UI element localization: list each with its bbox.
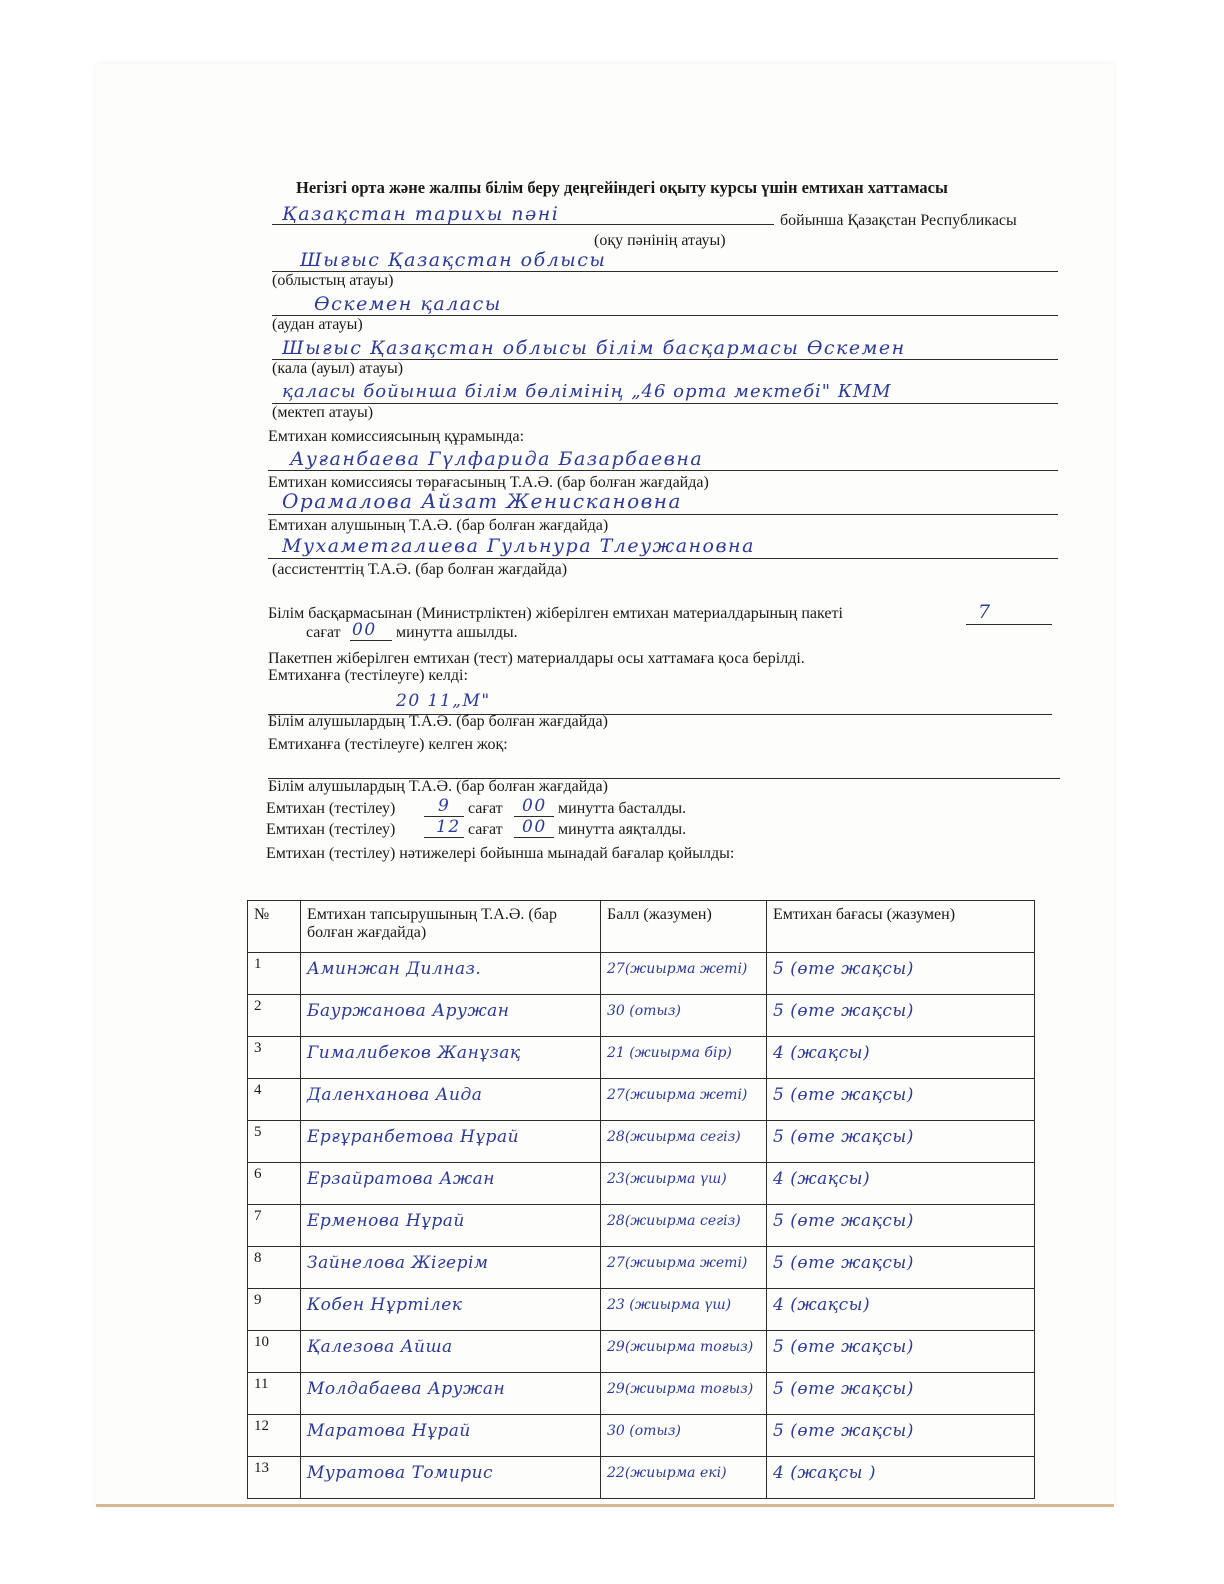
package-opened-text: минутта ашылды.: [396, 624, 518, 641]
table-row: [248, 1079, 1035, 1121]
student-name: Молдабаева Аружан: [301, 1373, 601, 1415]
package-minute: 00: [352, 620, 377, 640]
assistant-handwritten: Мухаметгалиева Гульнура Тлеужановна: [282, 535, 755, 557]
row-number: 8: [248, 1247, 301, 1289]
table-row: [248, 995, 1035, 1037]
district-handwritten: Өскемен қаласы: [314, 293, 502, 315]
absent-caption: Білім алушылардың Т.А.Ә. (бар болған жағдайда): [268, 778, 608, 795]
table-header-row: [248, 901, 1035, 953]
row-number: 4: [248, 1079, 301, 1121]
row-number: 5: [248, 1121, 301, 1163]
student-name: Ерменова Нұрай: [301, 1205, 601, 1247]
student-grade: 4 (жақсы ): [767, 1457, 1035, 1499]
student-grade: 5 (өте жақсы): [767, 1205, 1035, 1247]
student-grade: 5 (өте жақсы): [767, 1079, 1035, 1121]
start-suffix: минутта басталды.: [558, 800, 687, 817]
student-score: 28(жиырма сегіз): [601, 1121, 767, 1163]
examiner-line: [268, 514, 1058, 515]
row-number: 13: [248, 1457, 301, 1499]
table-row: [248, 1373, 1035, 1415]
school-caption: (мектеп атауы): [272, 404, 374, 421]
attended-caption: Білім алушылардың Т.А.Ә. (бар болған жағдайда): [268, 713, 608, 730]
student-score: 27(жиырма жеті): [601, 1079, 767, 1121]
table-row: [248, 1163, 1035, 1205]
table-row: [248, 1331, 1035, 1373]
protocol-title: Негізгі орта және жалпы білім беру деңгейіндегі оқыту курсы үшін емтихан хаттамасы: [296, 178, 948, 197]
results-label: Емтихан (тестілеу) нәтижелері бойынша мынадай бағалар қойылды:: [266, 845, 735, 862]
student-name: Аминжан Дилназ.: [301, 953, 601, 995]
package-hour: 7: [978, 601, 992, 623]
row-number: 12: [248, 1415, 301, 1457]
attended-label: Емтиханға (тестілеуге) келді:: [268, 667, 468, 684]
table-row: [248, 1247, 1035, 1289]
school-line: [272, 403, 1058, 404]
student-score: 29(жиырма тоғыз): [601, 1373, 767, 1415]
student-score: 30 (отыз): [601, 1415, 767, 1457]
student-score: 23 (жиырма үш): [601, 1289, 767, 1331]
student-grade: 5 (өте жақсы): [767, 953, 1035, 995]
end-suffix: минутта аяқталды.: [558, 821, 687, 838]
student-grade: 5 (өте жақсы): [767, 1373, 1035, 1415]
commission-label: Емтихан комиссиясының құрамында:: [268, 428, 525, 445]
student-name: Кобен Нұртілек: [301, 1289, 601, 1331]
end-prefix: Емтихан (тестілеу): [266, 821, 396, 838]
student-score: 27(жиырма жеті): [601, 953, 767, 995]
table-row: [248, 1457, 1035, 1499]
city-caption: (кала (ауыл) атауы): [272, 360, 404, 377]
student-grade: 4 (жақсы): [767, 1289, 1035, 1331]
subject-suffix: бойынша Қазақстан Республикасы: [780, 212, 1017, 229]
city-handwritten: Шығыс Қазақстан облысы білім басқармасы Өскемен: [282, 337, 906, 359]
student-grade: 5 (өте жақсы): [767, 1415, 1035, 1457]
student-grade: 5 (өте жақсы): [767, 1331, 1035, 1373]
student-score: 29(жиырма тоғыз): [601, 1331, 767, 1373]
absent-label: Емтиханға (тестілеуге) келген жоқ:: [268, 736, 508, 753]
end-minute: 00: [522, 817, 547, 837]
header-student-name: Емтихан тапсырушының Т.А.Ә. (бар болған жағдайда): [301, 901, 601, 953]
materials-attached: Пакетпен жіберілген емтихан (тест) материалдары осы хаттамаға қоса берілді.: [268, 650, 805, 667]
row-number: 9: [248, 1289, 301, 1331]
assistant-caption: (ассистенттің Т.А.Ә. (бар болған жағдайда): [272, 561, 568, 578]
start-minute: 00: [522, 796, 547, 816]
start-hour: 9: [438, 796, 451, 816]
row-number: 10: [248, 1331, 301, 1373]
row-number: 7: [248, 1205, 301, 1247]
region-caption: (облыстың атауы): [272, 272, 394, 289]
student-score: 22(жиырма екі): [601, 1457, 767, 1499]
chairman-handwritten: Ауғанбаева Гүлфарида Базарбаевна: [290, 448, 704, 470]
end-hour: 12: [436, 817, 461, 837]
student-name: Бауржанова Аружан: [301, 995, 601, 1037]
row-number: 6: [248, 1163, 301, 1205]
header-grade: Емтихан бағасы (жазумен): [767, 901, 1035, 953]
student-name: Ерзайратова Ажан: [301, 1163, 601, 1205]
student-name: Қалезова Айша: [301, 1331, 601, 1373]
package-sagat-label: сағат: [306, 624, 341, 641]
package-text: Білім басқармасынан (Министрліктен) жіберілген емтихан материалдарының пакеті: [268, 605, 843, 622]
row-number: 3: [248, 1037, 301, 1079]
package-hour-line: [966, 624, 1052, 625]
examiner-caption: Емтихан алушының Т.А.Ә. (бар болған жағдайда): [268, 517, 609, 534]
student-score: 21 (жиырма бір): [601, 1037, 767, 1079]
row-number: 1: [248, 953, 301, 995]
student-grade: 5 (өте жақсы): [767, 1121, 1035, 1163]
student-score: 28(жиырма сегіз): [601, 1205, 767, 1247]
student-name: Зайнелова Жігерім: [301, 1247, 601, 1289]
region-handwritten: Шығыс Қазақстан облысы: [300, 249, 607, 271]
student-score: 27(жиырма жеті): [601, 1247, 767, 1289]
start-prefix: Емтихан (тестілеу): [266, 800, 396, 817]
student-name: Муратова Томирис: [301, 1457, 601, 1499]
header-number: №: [248, 901, 301, 953]
attended-handwritten: 20 11„М": [396, 691, 491, 711]
student-grade: 4 (жақсы): [767, 1037, 1035, 1079]
student-score: 30 (отыз): [601, 995, 767, 1037]
district-line: [272, 315, 1058, 316]
chairman-caption: Емтихан комиссиясы төрағасының Т.А.Ә. (бар болған жағдайда): [268, 474, 709, 491]
table-row: [248, 1289, 1035, 1331]
student-name: Гималибеков Жанұзақ: [301, 1037, 601, 1079]
student-name: Ерғұранбетова Нұрай: [301, 1121, 601, 1163]
student-name: Даленханова Аида: [301, 1079, 601, 1121]
table-row: [248, 1205, 1035, 1247]
chairman-line: [268, 470, 1058, 471]
grades-table: [247, 900, 1035, 1499]
student-name: Маратова Нұрай: [301, 1415, 601, 1457]
header-score: Балл (жазумен): [601, 901, 767, 953]
subject-caption: (оқу пәнінің атауы): [594, 232, 726, 249]
student-grade: 4 (жақсы): [767, 1163, 1035, 1205]
table-row: [248, 1415, 1035, 1457]
end-sagat-label: сағат: [468, 821, 503, 838]
student-grade: 5 (өте жақсы): [767, 995, 1035, 1037]
district-caption: (аудан атауы): [272, 316, 363, 333]
assistant-line: [268, 558, 1058, 559]
table-row: [248, 953, 1035, 995]
start-sagat-label: сағат: [468, 800, 503, 817]
student-score: 23(жиырма үш): [601, 1163, 767, 1205]
row-number: 2: [248, 995, 301, 1037]
table-row: [248, 1121, 1035, 1163]
school-handwritten: қаласы бойынша білім бөлімінің „46 орта мектебі" КММ: [282, 381, 892, 402]
row-number: 11: [248, 1373, 301, 1415]
examiner-handwritten: Орамалова Айзат Женискановна: [282, 489, 682, 513]
student-grade: 5 (өте жақсы): [767, 1247, 1035, 1289]
table-row: [248, 1037, 1035, 1079]
subject-handwritten: Қазақстан тарихы пәні: [282, 203, 560, 225]
